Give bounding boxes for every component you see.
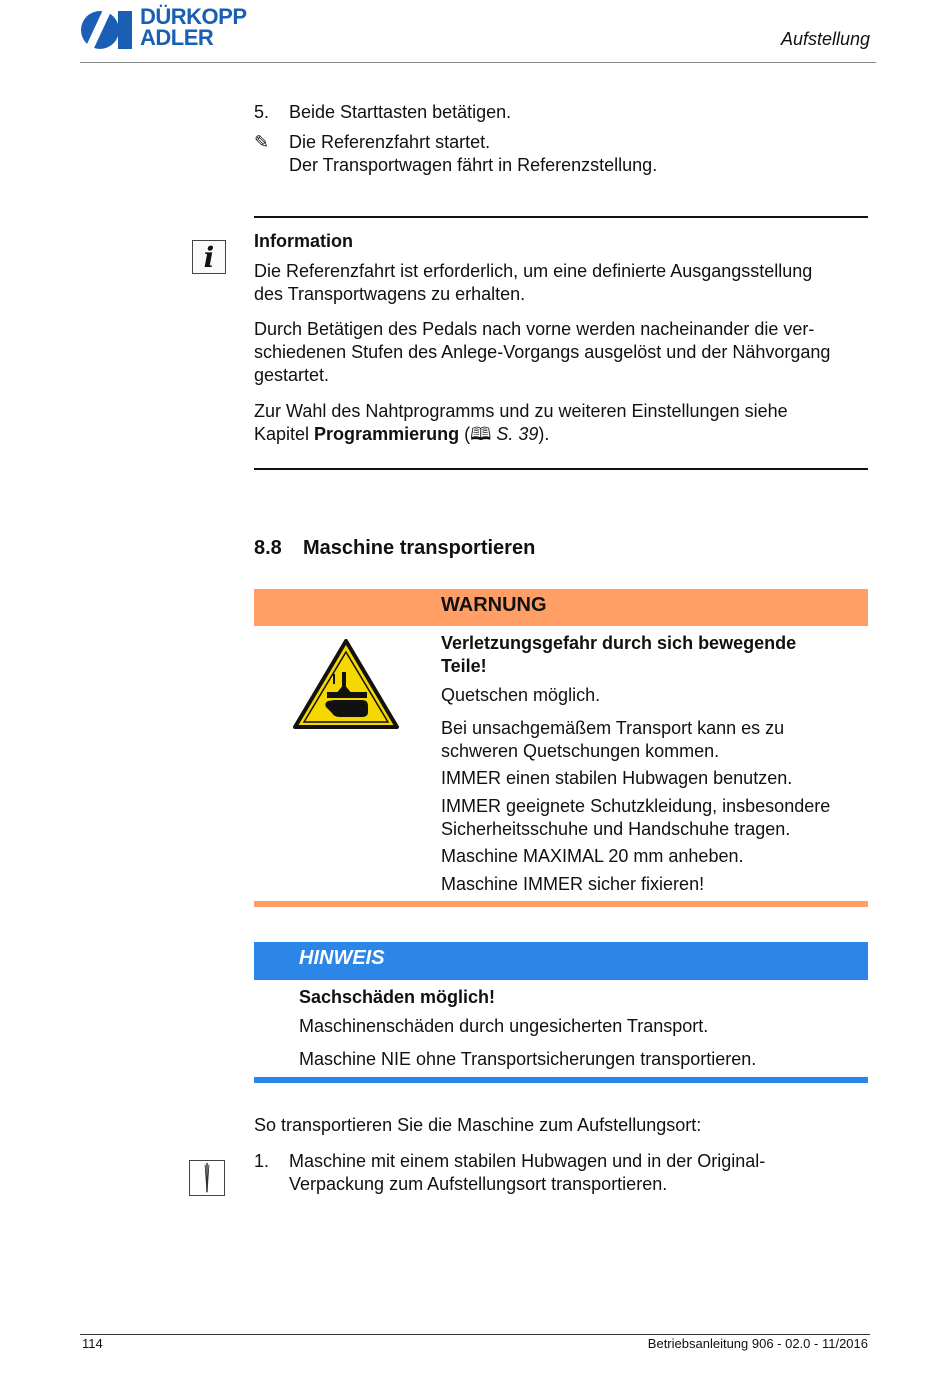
brand-name: DÜRKOPP ADLER [140, 4, 247, 50]
step-text: Beide Starttasten betätigen. [289, 102, 512, 122]
needle-icon [189, 1160, 225, 1196]
header-section-title: Aufstellung [780, 29, 870, 49]
hint-line-1: Maschinenschäden durch ungesicherten Transport. [299, 1016, 709, 1036]
step-number: 5. [254, 102, 270, 122]
info-paragraph-1: Die Referenzfahrt ist erforderlich, um eine definierte Ausgangsstellung des Transportwagens zu erhalten. [254, 261, 813, 304]
hint-label: HINWEIS [299, 947, 385, 969]
header-divider [80, 62, 876, 63]
crush-hazard-warning-icon [292, 638, 400, 730]
hint-line-2: Maschine NIE ohne Transportsicherungen transportieren. [299, 1049, 757, 1069]
brand-logo-icon [80, 8, 134, 52]
info-bottom-rule [254, 468, 868, 470]
step-text: Maschine mit einem stabilen Hubwagen und in der Original- Verpackung zum Aufstellungsort transportieren. [289, 1151, 766, 1194]
warning-heading: Verletzungsgefahr durch sich bewegende Teile! [441, 633, 797, 676]
chapter-link[interactable]: Programmierung [314, 424, 460, 444]
info-icon: i [192, 240, 226, 274]
warning-line-6: Maschine IMMER sicher fixieren! [441, 874, 705, 894]
warning-line-1: Quetschen möglich. [441, 685, 601, 705]
warning-label: WARNUNG [441, 594, 547, 616]
document-reference: Betriebsanleitung 906 - 02.0 - 11/2016 [647, 1336, 868, 1351]
warning-line-2: Bei unsachgemäßem Transport kann es zu schweren Quetschungen kommen. [441, 718, 785, 761]
page-number: 114 [82, 1336, 103, 1351]
book-icon: 🕮 [470, 424, 492, 444]
warning-header-bar [254, 589, 868, 626]
hint-bottom-bar [254, 1077, 868, 1083]
step-number: 1. [254, 1151, 270, 1171]
info-paragraph-2: Durch Betätigen des Pedals nach vorne werden nacheinander die ver- schiedenen Stufen des Anlege-Vorgangs ausgelöst und der Nähvorgang gestartet. [254, 319, 831, 385]
footer-divider [80, 1334, 870, 1335]
result-arrow-icon: ✎ [254, 132, 270, 152]
transport-intro: So transportieren Sie die Maschine zum Aufstellungsort: [254, 1115, 702, 1135]
section-heading: 8.8 Maschine transportieren [254, 537, 536, 559]
result-text: Die Referenzfahrt startet. Der Transportwagen fährt in Referenzstellung. [289, 132, 658, 175]
page-reference[interactable]: S. 39 [491, 424, 539, 444]
info-top-rule [254, 216, 868, 218]
warning-line-4: IMMER geeignete Schutzkleidung, insbesondere Sicherheitsschuhe und Handschuhe tragen. [441, 796, 831, 839]
info-title: Information [254, 231, 353, 251]
warning-line-3: IMMER einen stabilen Hubwagen benutzen. [441, 768, 793, 788]
info-paragraph-3: Zur Wahl des Nahtprogramms und zu weiteren Einstellungen siehe Kapitel Programmierung (🕮 S. 39). [254, 401, 788, 444]
warning-bottom-bar [254, 901, 868, 907]
warning-line-5: Maschine MAXIMAL 20 mm anheben. [441, 846, 744, 866]
hint-heading: Sachschäden möglich! [299, 987, 496, 1007]
